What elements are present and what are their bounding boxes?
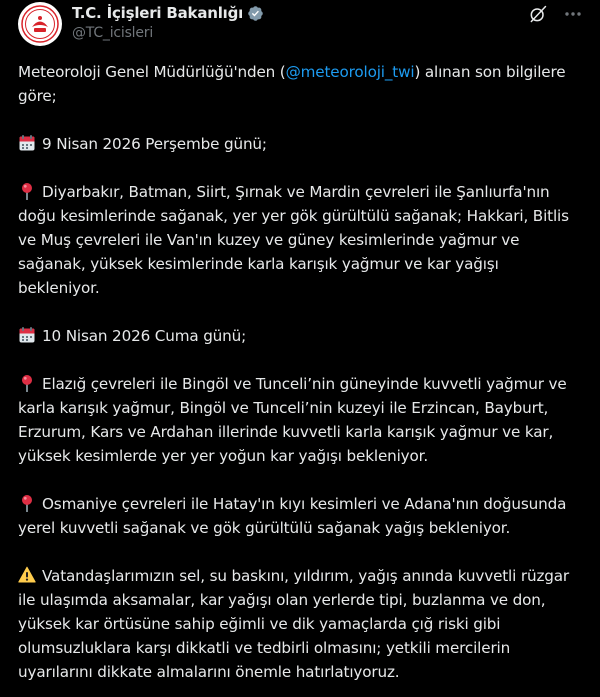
day2-item1 <box>18 372 580 468</box>
verified-badge-icon[interactable] <box>247 5 264 22</box>
tweet-text <box>18 60 584 684</box>
warning-text: Vatandaşlarımızın sel, su baskını, yıldırım, yağış anında kuvvetli rüzgar ile ulaşımda aksamalar, kar yağışı olan yerlerde tipi, buzlanma ve don, yüksek kar örtüsüne sahip eğimli ve dik yamaçlarda çığ riski gibi olumsuzluklara karşı dikkatli ve tedbirli olmasını; yetkili mercilerin uyarılarını dikkate almalarını önemle hatırlatıyoruz. <box>18 567 570 681</box>
mention-link[interactable]: @meteoroloji_twi <box>285 63 415 81</box>
warning-emoji-icon <box>18 566 36 584</box>
day2-label: 10 Nisan 2026 Cuma günü; <box>42 327 247 345</box>
day2-item1-text: Elazığ çevreleri ile Bingöl ve Tunceli’nin güneyinde kuvvetli yağmur ve karla karışık yağmur, Bingöl ve Tunceli’nin kuzeyi ile Erzincan, Bayburt, Erzurum, Kars ve Ardahan illerinde kuvvetli karla karışık yağmur ve kar, yüksek kesimlerde yer yer yoğun kar yağışı bekleniyor. <box>18 375 567 465</box>
grok-icon[interactable] <box>528 4 548 24</box>
day2-item2-text: Osmaniye çevreleri ile Hatay'ın kıyı kesimleri ve Adana'nın doğusunda yerel kuvvetli sağanak ve gök gürültülü sağanak yağış bekleniyor. <box>18 495 567 537</box>
day1-heading <box>18 132 580 156</box>
calendar-emoji-icon <box>18 326 36 344</box>
day2-item2 <box>18 492 580 540</box>
tweet-actions <box>528 4 584 24</box>
ministry-emblem-icon <box>20 4 60 44</box>
more-options-icon[interactable] <box>562 4 584 24</box>
day1-item1-text: Diyarbakır, Batman, Siirt, Şırnak ve Mardin çevreleri ile Şanlıurfa'nın doğu kesimlerinde sağanak, yer yer gök gürültülü sağanak; Hakkari, Bitlis ve Muş çevreleri ile Van'ın kuzey ve güney kesimlerinde yağmur ve sağanak, yüksek kesimlerinde karla karışık yağmur ve kar yağışı bekleniyor. <box>18 183 569 297</box>
day1-label: 9 Nisan 2026 Perşembe günü; <box>42 135 267 153</box>
handle[interactable]: @TC_icisleri <box>72 25 154 41</box>
name-row <box>72 2 264 24</box>
warning-paragraph <box>18 564 580 684</box>
round-pushpin-emoji-icon <box>18 182 36 200</box>
display-name[interactable]: T.C. İçişleri Bakanlığı <box>72 4 244 22</box>
day2-heading <box>18 324 580 348</box>
intro-paragraph <box>18 60 580 108</box>
account-names <box>72 2 264 41</box>
intro-before: Meteoroloji Genel Müdürlüğü'nden ( <box>18 63 286 81</box>
intro-after: ) alınan son bilgilere göre; <box>18 63 566 105</box>
day1-item1 <box>18 180 580 300</box>
round-pushpin-emoji-icon <box>18 494 36 512</box>
avatar[interactable] <box>18 2 62 46</box>
round-pushpin-emoji-icon <box>18 374 36 392</box>
tweet-header <box>18 0 584 60</box>
calendar-emoji-icon <box>18 134 36 152</box>
